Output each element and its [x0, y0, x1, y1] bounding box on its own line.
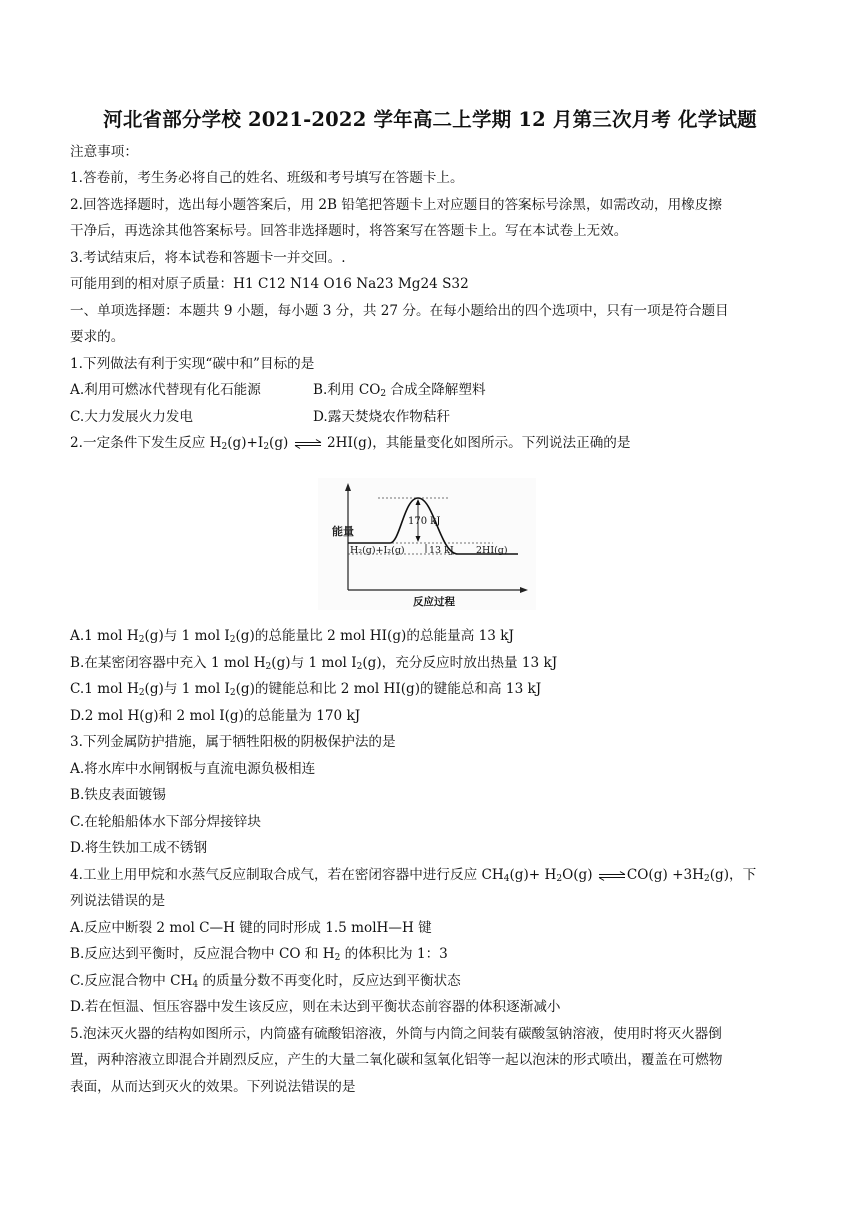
q3-stem: 3.下列金属防护措施，属于牺牲阳极的阴极保护法的是 [70, 734, 396, 750]
q5-stem-line2: 置，两种溶液立即混合并剧烈反应，产生的大量二氧化碳和氢氧化铝等一起以泡沫的形式喷出，覆盖在可燃物 [70, 1052, 723, 1068]
q2-option-d: D.2 mol H(g)和 2 mol I(g)的总能量为 170 kJ [70, 708, 361, 724]
q2-stem: 2.一定条件下发生反应 $H_2(g)+I_2(g)$ 2HI(g)，其能量变化如图所示。下列说法正确的是 [70, 435, 631, 452]
q1-option-a: A.利用可燃冰代替现有化石能源 [70, 382, 261, 398]
equilibrium-arrow-icon [597, 871, 627, 881]
q4-option-a: A.反应中断裂 2 mol C—H 键的同时形成 1.5 molH—H 键 [70, 920, 432, 936]
q3-option-d: D.将生铁加工成不锈钢 [70, 840, 208, 856]
q1-option-d: D.露天焚烧农作物秸秆 [313, 409, 451, 425]
dh-label: 13 kJ [429, 545, 454, 556]
q1-option-c: C.大力发展火力发电 [70, 409, 193, 425]
y-axis-label: 能量 [332, 525, 354, 538]
q2-option-c: C.1 mol $H_2(g)$与 1 mol $I_2(g)$的键能总和比 2 mol HI(g)的键能总和高 13 kJ [70, 681, 542, 698]
q3-option-c: C.在轮船船体水下部分焊接锌块 [70, 814, 261, 830]
q1-option-b: B.利用 $CO_2$ 合成全降解塑料 [313, 382, 486, 399]
notice-item-2b: 干净后，再选涂其他答案标号。回答非选择题时，将答案写在答题卡上。写在本试卷上无效。 [70, 223, 628, 239]
energy-diagram [318, 478, 536, 610]
q4-option-d: D.若在恒温、恒压容器中发生该反应，则在未达到平衡状态前容器的体积逐渐减小 [70, 999, 561, 1015]
q4-option-b: B.反应达到平衡时，反应混合物中 CO 和 $H_2$ 的体积比为 1：3 [70, 946, 448, 963]
x-axis-label: 反应过程 [413, 596, 455, 608]
equilibrium-arrow-icon [293, 439, 323, 449]
product-label: 2HI(g) [476, 545, 508, 556]
q4-stem-line1: 4.工业上用甲烷和水蒸气反应制取合成气，若在密闭容器中进行反应 $CH_4(g)+ H_2O(g)$ $CO(g) +3H_2(g)$，下 [70, 867, 757, 884]
section-heading-line2: 要求的。 [70, 329, 125, 345]
notice-item-3: 3.考试结束后，将本试卷和答题卡一并交回。. [70, 250, 346, 266]
q5-stem-line3: 表面，从而达到灭火的效果。下列说法错误的是 [70, 1079, 356, 1095]
notice-heading: 注意事项： [70, 144, 138, 160]
reactant-label: H₂(g)+I₂(g) [350, 545, 405, 556]
q4-option-c: C.反应混合物中 $CH_4$ 的质量分数不再变化时，反应达到平衡状态 [70, 973, 461, 990]
q1-stem: 1.下列做法有利于实现“碳中和”目标的是 [70, 356, 315, 372]
q3-option-b: B.铁皮表面镀锡 [70, 787, 166, 803]
q5-stem-line1: 5.泡沫灭火器的结构如图所示，内筒盛有硫酸铝溶液，外筒与内筒之间装有碳酸氢钠溶液，使用时将灭火器倒 [70, 1026, 722, 1042]
q2-option-a: A.1 mol $H_2(g)$与 1 mol $I_2(g)$的总能量比 2 mol HI(g)的总能量高 13 kJ [70, 628, 514, 645]
section-heading-line1: 一、单项选择题：本题共 9 小题，每小题 3 分，共 27 分。在每小题给出的四个选项中，只有一项是符合题目 [70, 303, 729, 319]
q4-stem-line2: 列说法错误的是 [70, 893, 166, 909]
notice-item-1: 1.答卷前，考生务必将自己的姓名、班级和考号填写在答题卡上。 [70, 170, 464, 186]
q1-options-row2 [70, 408, 451, 426]
page-title: 河北省部分学校 2021-2022 学年高二上学期 12 月第三次月考 化学试题 [103, 108, 757, 131]
q1-options-row1 [70, 381, 486, 399]
notice-item-2a: 2.回答选择题时，选出每小题答案后，用 2B 铅笔把答题卡上对应题目的答案标号涂黑，如需改动，用橡皮擦 [70, 197, 722, 213]
ea-label: 170 kJ [408, 516, 441, 527]
atomic-mass-line: 可能用到的相对原子质量：H1 C12 N14 O16 Na23 Mg24 S32 [70, 276, 469, 292]
q2-option-b: B.在某密闭容器中充入 1 mol $H_2(g)$与 1 mol $I_2(g)$，充分反应时放出热量 13 kJ [70, 655, 558, 672]
q3-option-a: A.将水库中水闸钢板与直流电源负极相连 [70, 761, 316, 777]
